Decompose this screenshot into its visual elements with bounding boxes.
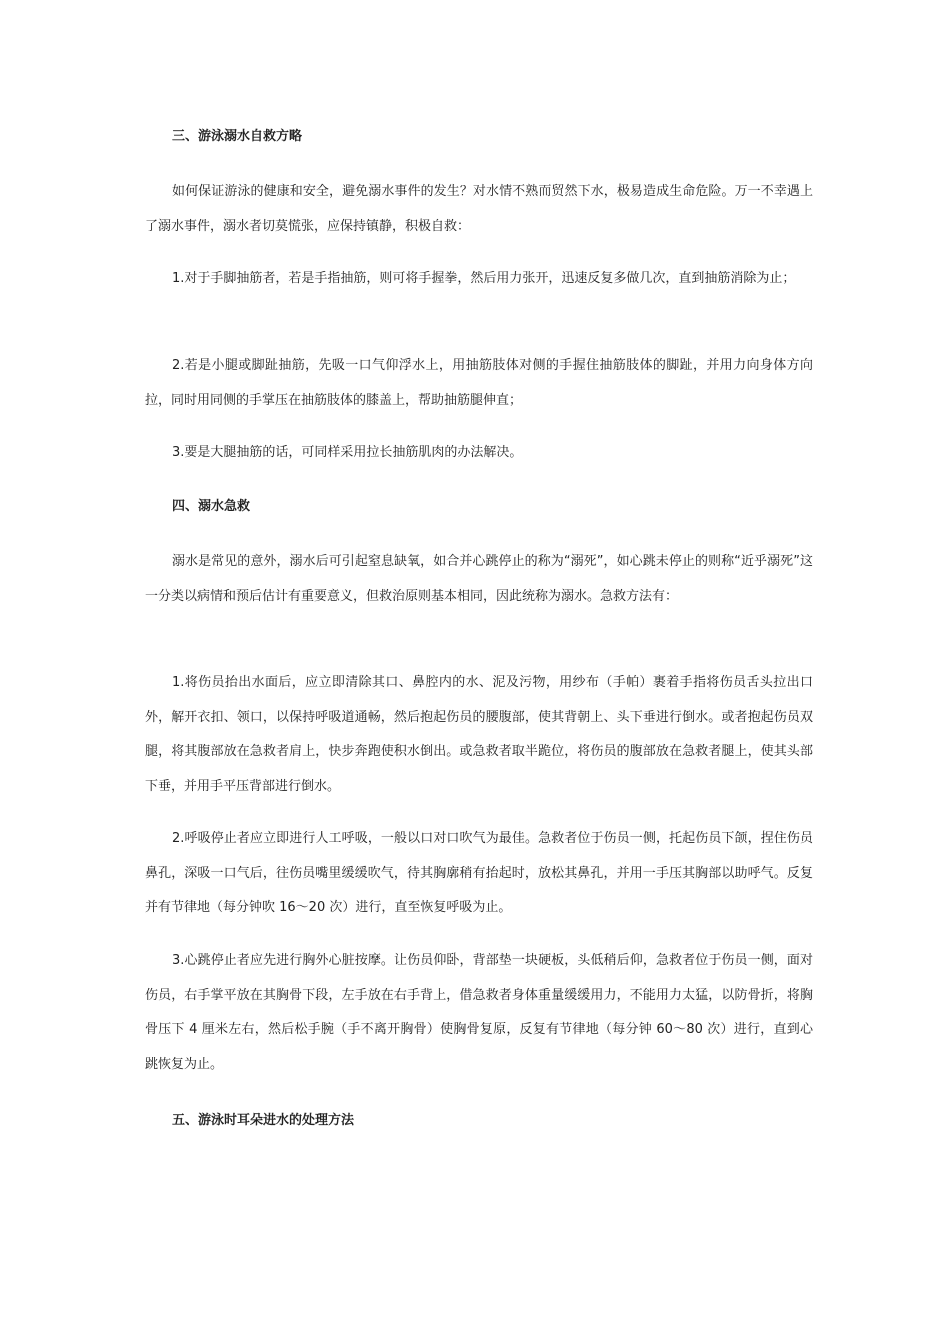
section-heading-first-aid: 四、溺水急救: [172, 499, 251, 514]
paragraph-hand-cramp: 1.对于手脚抽筋者，若是手指抽筋，则可将手握拳，然后用力张开，迅速反复多做几次，直到抽筋消除为止；: [172, 271, 796, 286]
paragraph-calf-cramp: 2.若是小腿或脚趾抽筋，先吸一口气仰浮水上，用抽筋肢体对侧的手握住抽筋肢体的脚趾，并用力向身体方向拉，同时用同侧的手掌压在抽筋肢体的膝盖上，帮助抽筋腿伸直；: [145, 358, 813, 408]
paragraph-self-rescue-intro: 如何保证游泳的健康和安全，避免溺水事件的发生？对水情不熟而贸然下水，极易造成生命危险。万一不幸遇上了溺水事件，溺水者切莫慌张，应保持镇静，积极自救：: [145, 184, 813, 234]
paragraph-drain-water: 1.将伤员抬出水面后，应立即清除其口、鼻腔内的水、泥及污物，用纱布（手帕）裹着手指将伤员舌头拉出口外，解开衣扣、领口，以保持呼吸道通畅，然后抱起伤员的腰腹部，使其背朝上、头下垂进行倒水。或者抱起伤员双腿，将其腹部放在急救者肩上，快步奔跑使积水倒出。或急救者取半跪位，将伤员的腹部放在急救者腿上，使其头部下垂，并用手平压背部进行倒水。: [145, 675, 813, 794]
paragraph-artificial-respiration: 2.呼吸停止者应立即进行人工呼吸，一般以口对口吹气为最佳。急救者位于伤员一侧，托起伤员下颌，捏住伤员鼻孔，深吸一口气后，往伤员嘴里缓缓吹气，待其胸廓稍有抬起时，放松其鼻孔，并用一手压其胸部以助呼气。反复并有节律地（每分钟吹 16～20 次）进行，直至恢复呼吸为止。: [145, 831, 813, 915]
section-heading-ear-water: 五、游泳时耳朵进水的处理方法: [172, 1113, 355, 1128]
paragraph-thigh-cramp: 3.要是大腿抽筋的话，可同样采用拉长抽筋肌肉的办法解决。: [172, 445, 523, 460]
section-heading-self-rescue: 三、游泳溺水自救方略: [172, 129, 303, 144]
paragraph-chest-compression: 3.心跳停止者应先进行胸外心脏按摩。让伤员仰卧，背部垫一块硬板，头低稍后仰，急救者位于伤员一侧，面对伤员，右手掌平放在其胸骨下段，左手放在右手背上，借急救者身体重量缓缓用力，不能用力太猛，以防骨折，将胸骨压下 4 厘米左右，然后松手腕（手不离开胸骨）使胸骨复原，反复有节律地（每分钟 60～80 次）进行，直到心跳恢复为止。: [145, 953, 813, 1072]
paragraph-drowning-definition: 溺水是常见的意外，溺水后可引起窒息缺氧，如合并心跳停止的称为“溺死”，如心跳未停止的则称“近乎溺死”这一分类以病情和预后估计有重要意义，但救治原则基本相同，因此统称为溺水。急救方法有：: [145, 554, 813, 604]
